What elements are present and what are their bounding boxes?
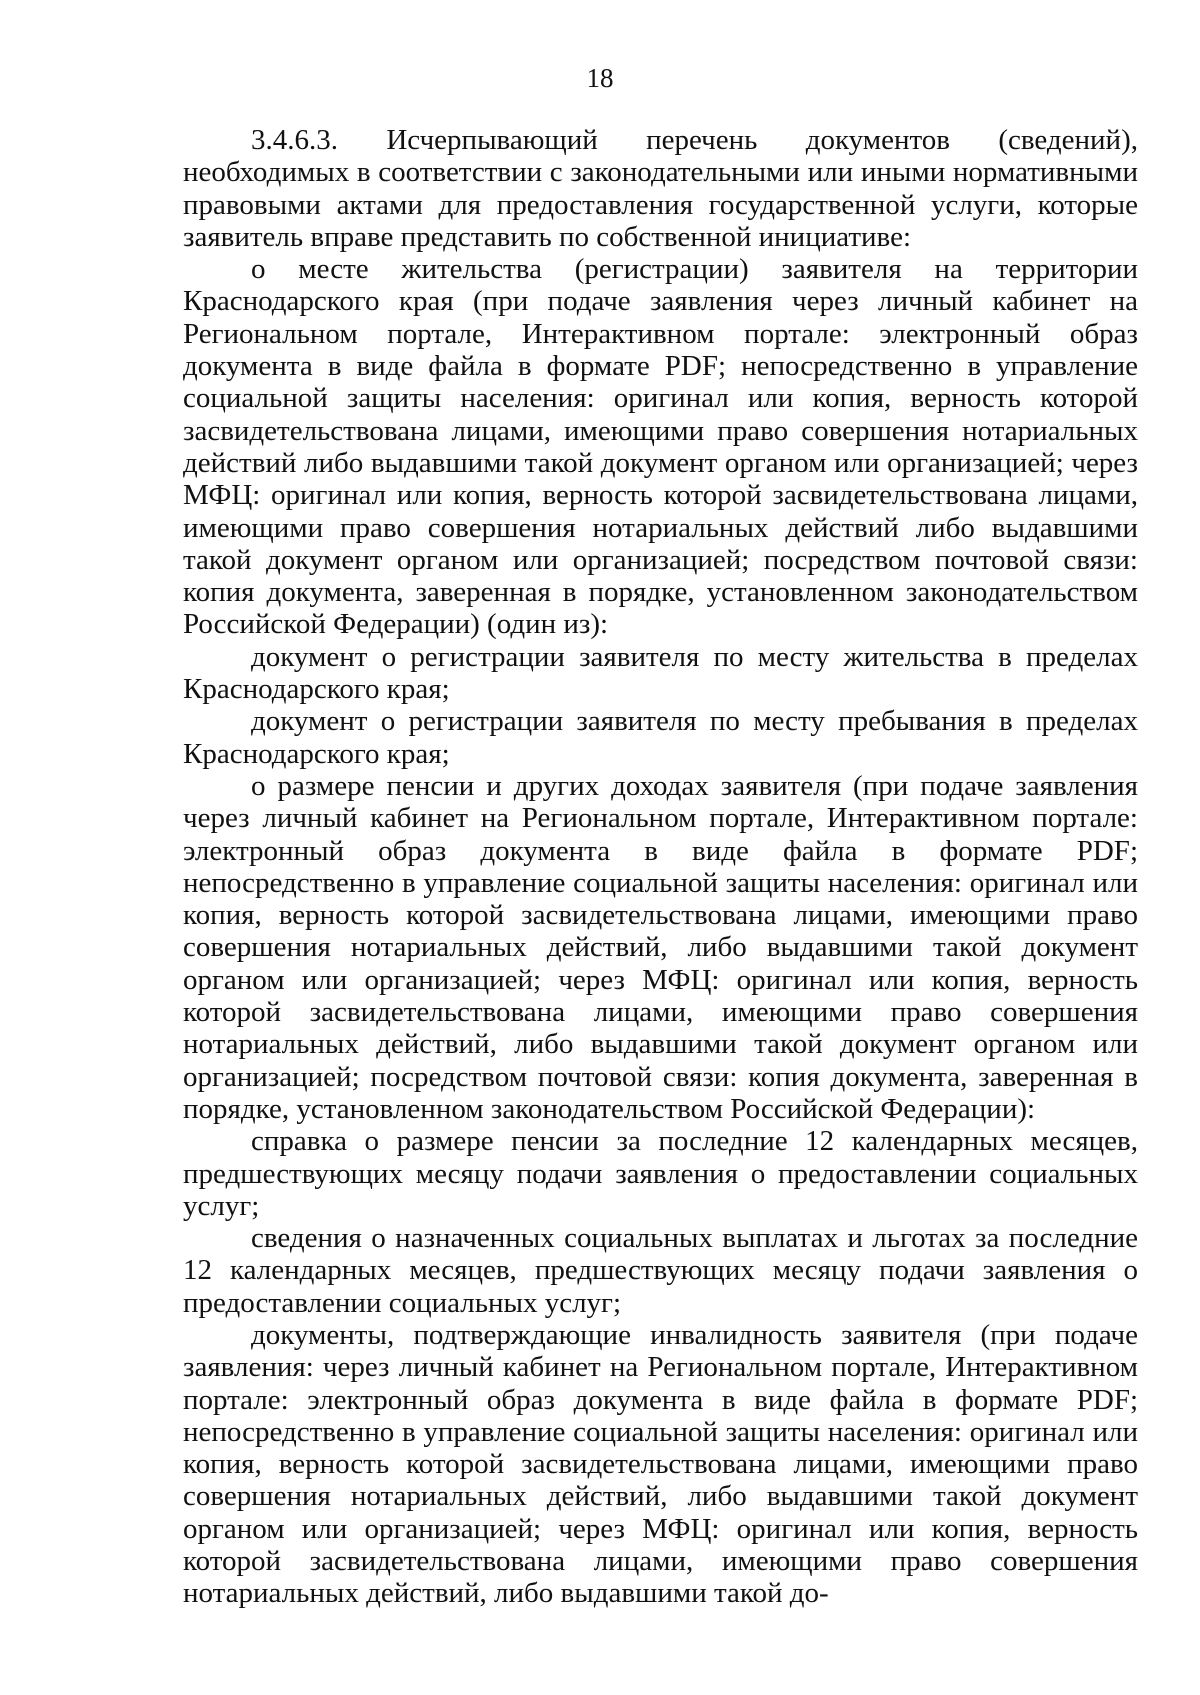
paragraph-pension-certificate: справка о размере пенсии за последние 12 календарных месяцев, предшествующих месяцу подачи заявления о предоставлении социальных услуг; [183,1125,1138,1222]
paragraph-registration-residence: документ о регистрации заявителя по месту жительства в пределах Краснодарского края; [183,640,1138,706]
page-number: 18 [586,63,614,93]
paragraph-disability-documents: документы, подтверждающие инвалидность заявителя (при подаче заявления: через личный кабинет на Региональном портале, Интерактивном портале: электронный образ документа в виде файла в формате PDF; непосредственно в управление социальной защиты населения: оригинал или копия, верность которой засвидетельствована лицами, имеющими право совершения нотариальных действий, либо выдавшими такой документ органом или организацией; через МФЦ: оригинал или копия, верность которой засвидетельствована лицами, имеющими право совершения нотариальных действий, либо выдавшими такой до- [183,1318,1138,1610]
paragraph-registration-stay: документ о регистрации заявителя по месту пребывания в пределах Краснодарского края; [183,705,1138,770]
paragraph-pension-income: о размере пенсии и других доходах заявителя (при подаче заявления через личный кабинет на Региональном портале, Интерактивном портале: электронный образ документа в виде файла в формате PDF; непосредственно в управление социальной защиты населения: оригинал или копия, верность которой засвидетельствована лицами, имеющими право совершения нотариальных действий, либо выдавшими такой документ органом или организацией; через МФЦ: оригинал или копия, верность которой засвидетельствована лицами, имеющими право совершения нотариальных действий, либо выдавшими такой документ органом или организацией; посредством почтовой связи: копия документа, заверенная в порядке, установленном законодательством Российской Федерации): [183,769,1138,1125]
paragraph-residence: о месте жительства (регистрации) заявителя на территории Краснодарского края (при подаче заявления через личный кабинет на Региональном портале, Интерактивном портале: электронный образ документа в виде файла в формате PDF; непосредственно в управление социальной защиты населения: оригинал или копия, верность которой засвидетельствована лицами, имеющими право совершения нотариальных действий либо выдавшими такой документ органом или организацией; через МФЦ: оригинал или копия, верность которой засвидетельствована лицами, имеющими право совершения нотариальных действий либо выдавшими такой документ органом или организацией; посредством почтовой связи: копия документа, заверенная в порядке, установленном законодательством Российской Федерации) (один из): [183,253,1138,641]
paragraph-social-payments: сведения о назначенных социальных выплатах и льготах за последние 12 календарных месяцев, предшествующих месяцу подачи заявления о предоставлении социальных услуг; [183,1222,1138,1319]
document-body [183,124,1138,1610]
paragraph-3-4-6-3: 3.4.6.3. Исчерпывающий перечень документов (сведений), необходимых в соответствии с законодательными или иными нормативными правовыми актами для предоставления государственной услуги, которые заявитель вправе представить по собственной инициативе: [183,124,1138,253]
